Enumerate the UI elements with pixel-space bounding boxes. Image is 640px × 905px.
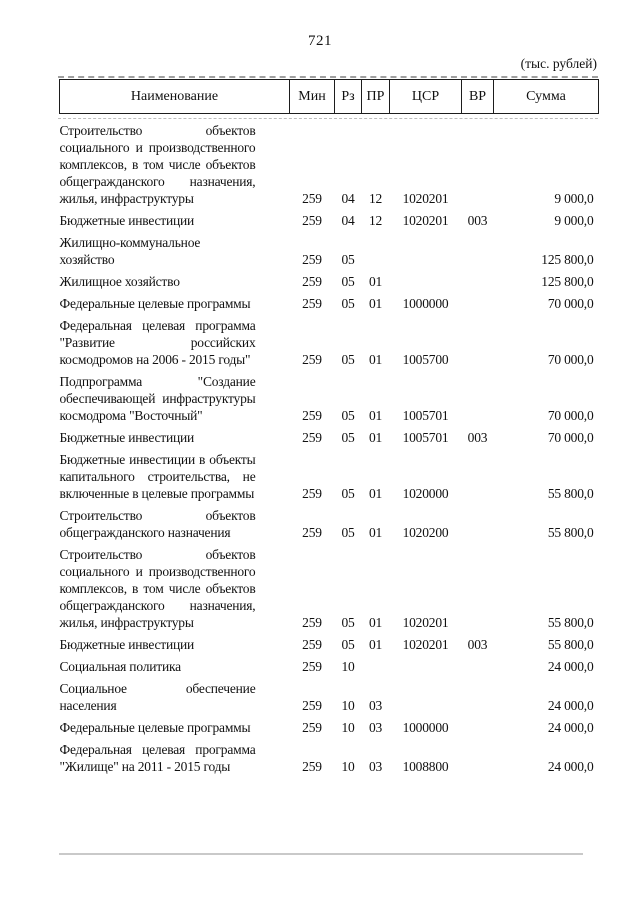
row-rz-cell: 05 [341,352,355,367]
row-name-cell: Бюджетные инвестиции [59,637,195,652]
row-vr-cell [462,312,494,368]
row-vr-cell: 003 [467,637,488,652]
table-row [60,653,599,675]
table-row [60,424,599,446]
row-csr-cell: 1005701 [402,430,449,445]
header-csr: ЦСР [390,80,462,114]
row-csr-cell [390,653,462,675]
row-rz-cell: 04 [341,213,355,228]
row-name-cell: Бюджетные инвестиции [59,430,195,445]
row-csr-cell [390,229,462,268]
row-csr-cell: 1020201 [402,615,449,630]
row-rz-cell: 10 [341,698,355,713]
row-name-cell: Жилищно-коммунальное хозяйство [59,235,201,267]
row-name-cell: Строительство объектов социального и производственного комплексов, в том числе объектов общегражданского назначения, жилья, инфраструктуры [59,123,256,206]
row-name-cell: Федеральная целевая программа "Жилище" на 2011 - 2015 годы [59,742,256,774]
row-pr-cell: 01 [368,615,383,630]
row-name-cell: Социальная политика [59,659,181,674]
row-sum-cell: 9 000,0 [554,191,594,206]
row-min-cell: 259 [302,698,322,713]
row-pr-cell: 01 [368,408,383,423]
row-rz-cell: 05 [341,296,355,311]
row-rz-cell: 05 [341,637,355,652]
page-number: 721 [308,33,332,49]
row-sum-cell: 70 000,0 [547,296,594,311]
row-name-cell: Бюджетные инвестиции [59,213,195,228]
row-min-cell: 259 [302,191,322,206]
header-vr: ВР [462,80,494,114]
row-csr-cell: 1020201 [402,637,449,652]
table-row [60,268,599,290]
header-rz: Рз [335,80,362,114]
table-row [60,312,599,368]
row-min-cell: 259 [302,430,322,445]
row-sum-cell: 55 800,0 [547,525,594,540]
row-name-cell: Социальное обеспечение населения [59,681,256,713]
row-sum-cell: 55 800,0 [547,615,594,630]
row-sum-cell: 70 000,0 [547,352,594,367]
table-row [60,541,599,631]
units-note: (тыс. рублей) [520,56,597,71]
row-vr-cell [462,675,494,714]
row-vr-cell [462,290,494,312]
row-rz-cell: 04 [341,191,355,206]
row-min-cell: 259 [302,486,322,501]
row-csr-cell: 1020200 [402,525,449,540]
row-pr-cell [362,653,390,675]
table-row [60,714,599,736]
row-csr-cell: 1020000 [402,486,449,501]
row-min-cell: 259 [302,213,322,228]
row-sum-cell: 24 000,0 [547,659,594,674]
row-min-cell: 259 [302,615,322,630]
scan-artifact-line-top [58,76,598,78]
row-vr-cell [462,653,494,675]
row-vr-cell: 003 [467,430,488,445]
row-csr-cell: 1000000 [402,720,449,735]
row-vr-cell [462,229,494,268]
row-min-cell: 259 [302,274,322,289]
row-rz-cell: 05 [341,486,355,501]
row-vr-cell [462,268,494,290]
row-sum-cell: 125 800,0 [541,274,594,289]
row-vr-cell [462,446,494,502]
row-rz-cell: 10 [341,759,355,774]
row-sum-cell: 24 000,0 [547,698,594,713]
row-min-cell: 259 [302,352,322,367]
row-pr-cell [362,229,390,268]
row-name-cell: Бюджетные инвестиции в объекты капитального строительства, не включенные в целевые программы [59,452,256,501]
row-csr-cell: 1020201 [402,213,449,228]
row-pr-cell: 01 [368,486,383,501]
header-name: Наименование [60,80,290,114]
row-csr-cell: 1008800 [402,759,449,774]
row-pr-cell: 12 [368,191,383,206]
row-rz-cell: 10 [341,720,355,735]
row-csr-cell: 1005700 [402,352,449,367]
row-rz-cell: 05 [341,430,355,445]
table-row [60,114,599,208]
row-sum-cell: 55 800,0 [547,637,594,652]
table-header-row [60,80,599,114]
row-sum-cell: 55 800,0 [547,486,594,501]
row-min-cell: 259 [302,252,322,267]
row-csr-cell: 1005701 [402,408,449,423]
table-row [60,368,599,424]
row-name-cell: Строительство объектов социального и производственного комплексов, в том числе объектов общегражданского назначения, жилья, инфраструктуры [59,547,256,630]
row-pr-cell: 01 [368,274,383,289]
row-rz-cell: 05 [341,615,355,630]
row-vr-cell [462,736,494,775]
row-pr-cell: 03 [368,698,383,713]
row-name-cell: Жилищное хозяйство [59,274,180,289]
budget-table [59,79,599,775]
header-pr: ПР [362,80,390,114]
row-sum-cell: 70 000,0 [547,408,594,423]
table-row [60,502,599,541]
row-csr-cell: 1000000 [402,296,449,311]
row-min-cell: 259 [302,525,322,540]
row-pr-cell: 01 [368,352,383,367]
row-pr-cell: 01 [368,525,383,540]
table-row [60,446,599,502]
row-pr-cell: 01 [368,296,383,311]
row-pr-cell: 12 [368,213,383,228]
row-pr-cell: 01 [368,430,383,445]
row-vr-cell [462,114,494,208]
table-row [60,229,599,268]
row-sum-cell: 24 000,0 [547,759,594,774]
row-min-cell: 259 [302,296,322,311]
row-csr-cell: 1020201 [402,191,449,206]
row-min-cell: 259 [302,720,322,735]
row-vr-cell [462,502,494,541]
row-rz-cell: 10 [341,659,355,674]
row-vr-cell [462,368,494,424]
row-sum-cell: 9 000,0 [554,213,594,228]
table-row [60,207,599,229]
row-name-cell: Строительство объектов общегражданского назначения [59,508,256,540]
row-min-cell: 259 [302,408,322,423]
row-sum-cell: 70 000,0 [547,430,594,445]
header-sum: Сумма [494,80,599,114]
table-row [60,290,599,312]
row-name-cell: Федеральная целевая программа "Развитие российских космодромов на 2006 - 2015 годы" [59,318,256,367]
row-rz-cell: 05 [341,252,355,267]
row-sum-cell: 125 800,0 [541,252,594,267]
table-row [60,631,599,653]
row-rz-cell: 05 [341,408,355,423]
row-min-cell: 259 [302,637,322,652]
row-rz-cell: 05 [341,274,355,289]
row-vr-cell: 003 [467,213,488,228]
row-name-cell: Федеральные целевые программы [59,720,251,735]
row-name-cell: Подпрограмма "Создание обеспечивающей инфраструктуры космодрома "Восточный" [59,374,256,423]
row-min-cell: 259 [302,759,322,774]
row-rz-cell: 05 [341,525,355,540]
row-vr-cell [462,714,494,736]
table-row [60,736,599,775]
row-min-cell: 259 [302,659,322,674]
row-csr-cell [390,268,462,290]
row-vr-cell [462,541,494,631]
row-csr-cell [390,675,462,714]
row-name-cell: Федеральные целевые программы [59,296,251,311]
header-min: Мин [290,80,335,114]
row-sum-cell: 24 000,0 [547,720,594,735]
row-pr-cell: 03 [368,720,383,735]
table-row [60,675,599,714]
row-pr-cell: 01 [368,637,383,652]
row-pr-cell: 03 [368,759,383,774]
scan-artifact-line-bottom [59,853,583,855]
table-body [60,114,599,776]
